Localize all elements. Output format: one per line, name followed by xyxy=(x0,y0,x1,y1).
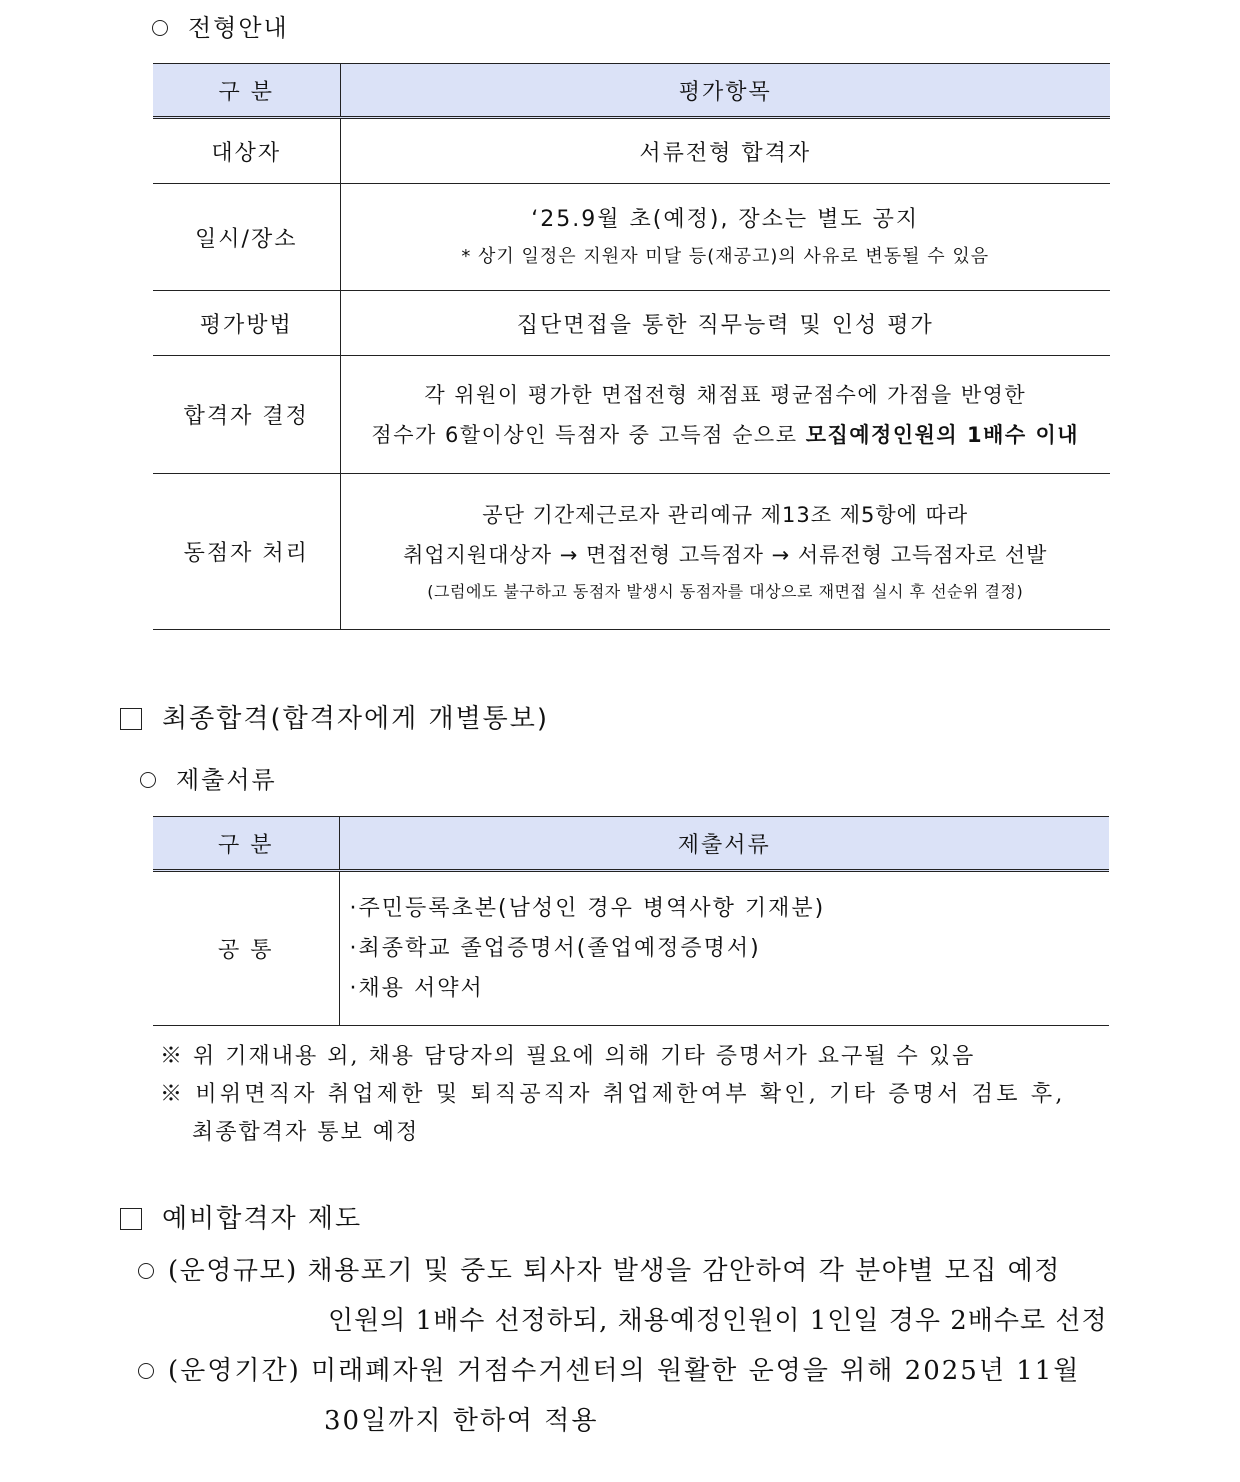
sub-title: 제출서류 xyxy=(176,766,277,794)
table-header-row xyxy=(153,64,1110,118)
decision-line-2-text: 점수가 6할이상인 득점자 중 고득점 순으로 xyxy=(371,422,806,447)
table-row xyxy=(153,118,1110,184)
note-line: 최종합격자 통보 예정 xyxy=(192,1120,420,1145)
row-label: 일시/장소 xyxy=(153,184,340,291)
row-label: 합격자 결정 xyxy=(153,356,340,474)
row-value xyxy=(340,474,1110,630)
table-row xyxy=(153,184,1110,291)
row-label: 평가방법 xyxy=(153,291,340,356)
decision-line-1: 각 위원이 평가한 면접전형 채점표 평균점수에 가점을 반영한 xyxy=(424,382,1027,407)
decision-line-2-bold: 모집예정인원의 1배수 이내 xyxy=(805,422,1080,447)
header-category: 구 분 xyxy=(153,817,339,871)
documents-list xyxy=(339,871,1109,1026)
schedule-note: * 상기 일정은 지원자 미달 등(재공고)의 사유로 변동될 수 있음 xyxy=(461,246,990,267)
tie-line-2: 취업지원대상자 → 면접전형 고득점자 → 서류전형 고득점자로 선발 xyxy=(403,542,1048,567)
screening-table xyxy=(153,63,1110,630)
table-row xyxy=(153,291,1110,356)
square-bullet-icon xyxy=(120,708,142,730)
item-text: 미래폐자원 거점수거센터의 원활한 운영을 위해 2025년 11월 xyxy=(311,1356,1081,1386)
note-line: ※ 위 기재내용 외, 채용 담당자의 필요에 의해 기타 증명서가 요구될 수 있음 xyxy=(160,1044,976,1069)
header-category: 구 분 xyxy=(153,64,340,118)
notes-block xyxy=(160,1038,1066,1152)
row-label: 공 통 xyxy=(153,871,339,1026)
row-label: 동점자 처리 xyxy=(153,474,340,630)
reserve-item-line: 인원의 1배수 선정하되, 채용예정인원이 1인일 경우 2배수로 선정 xyxy=(328,1306,1108,1336)
header-evaluation: 평가항목 xyxy=(340,64,1110,118)
tie-note: (그럼에도 불구하고 동점자 발생시 동점자를 대상으로 재면접 실시 후 선순위 결정) xyxy=(427,581,1024,601)
row-value: 서류전형 합격자 xyxy=(340,118,1110,184)
reserve-item-line xyxy=(138,1246,1123,1296)
list-item: ·채용 서약서 xyxy=(349,975,484,1001)
schedule-text: ‘25.9월 초(예정), 장소는 별도 공지 xyxy=(531,207,920,232)
table-row xyxy=(153,871,1109,1026)
table-row xyxy=(153,356,1110,474)
note-line: ※ 비위면직자 취업제한 및 퇴직공직자 취업제한여부 확인, 기타 증명서 검토 후, xyxy=(160,1082,1066,1107)
list-item: ·주민등록초본(남성인 경우 병역사항 기재분) xyxy=(349,895,826,921)
circle-bullet-icon xyxy=(152,20,168,36)
row-value: 집단면접을 통한 직무능력 및 인성 평가 xyxy=(340,291,1110,356)
reserve-item-line xyxy=(138,1346,1123,1396)
reserve-item-line: 30일까지 한하여 적용 xyxy=(324,1406,599,1436)
item-tag: (운영기간) xyxy=(168,1356,301,1386)
section-heading-screening xyxy=(152,8,289,43)
reserve-items xyxy=(138,1246,1123,1446)
section-title: 전형안내 xyxy=(188,14,289,42)
row-value xyxy=(340,356,1110,474)
header-documents: 제출서류 xyxy=(339,817,1109,871)
circle-bullet-icon xyxy=(138,1263,154,1279)
section-heading-reserve xyxy=(120,1198,362,1235)
row-value xyxy=(340,184,1110,291)
row-label: 대상자 xyxy=(153,118,340,184)
documents-table xyxy=(153,816,1109,1026)
tie-line-1: 공단 기간제근로자 관리예규 제13조 제5항에 따라 xyxy=(482,502,969,527)
section-title: 예비합격자 제도 xyxy=(162,1204,363,1234)
section-title: 최종합격(합격자에게 개별통보) xyxy=(162,704,550,734)
table-header-row xyxy=(153,817,1109,871)
sub-heading-documents xyxy=(140,760,277,795)
item-tag: (운영규모) xyxy=(168,1256,298,1286)
section-heading-final xyxy=(120,698,549,735)
decision-line-2 xyxy=(341,415,1111,455)
square-bullet-icon xyxy=(120,1208,142,1230)
table-row xyxy=(153,474,1110,630)
circle-bullet-icon xyxy=(140,772,156,788)
item-text: 채용포기 및 중도 퇴사자 발생을 감안하여 각 분야별 모집 예정 xyxy=(307,1256,1061,1286)
circle-bullet-icon xyxy=(138,1363,154,1379)
list-item: ·최종학교 졸업증명서(졸업예정증명서) xyxy=(349,935,761,961)
